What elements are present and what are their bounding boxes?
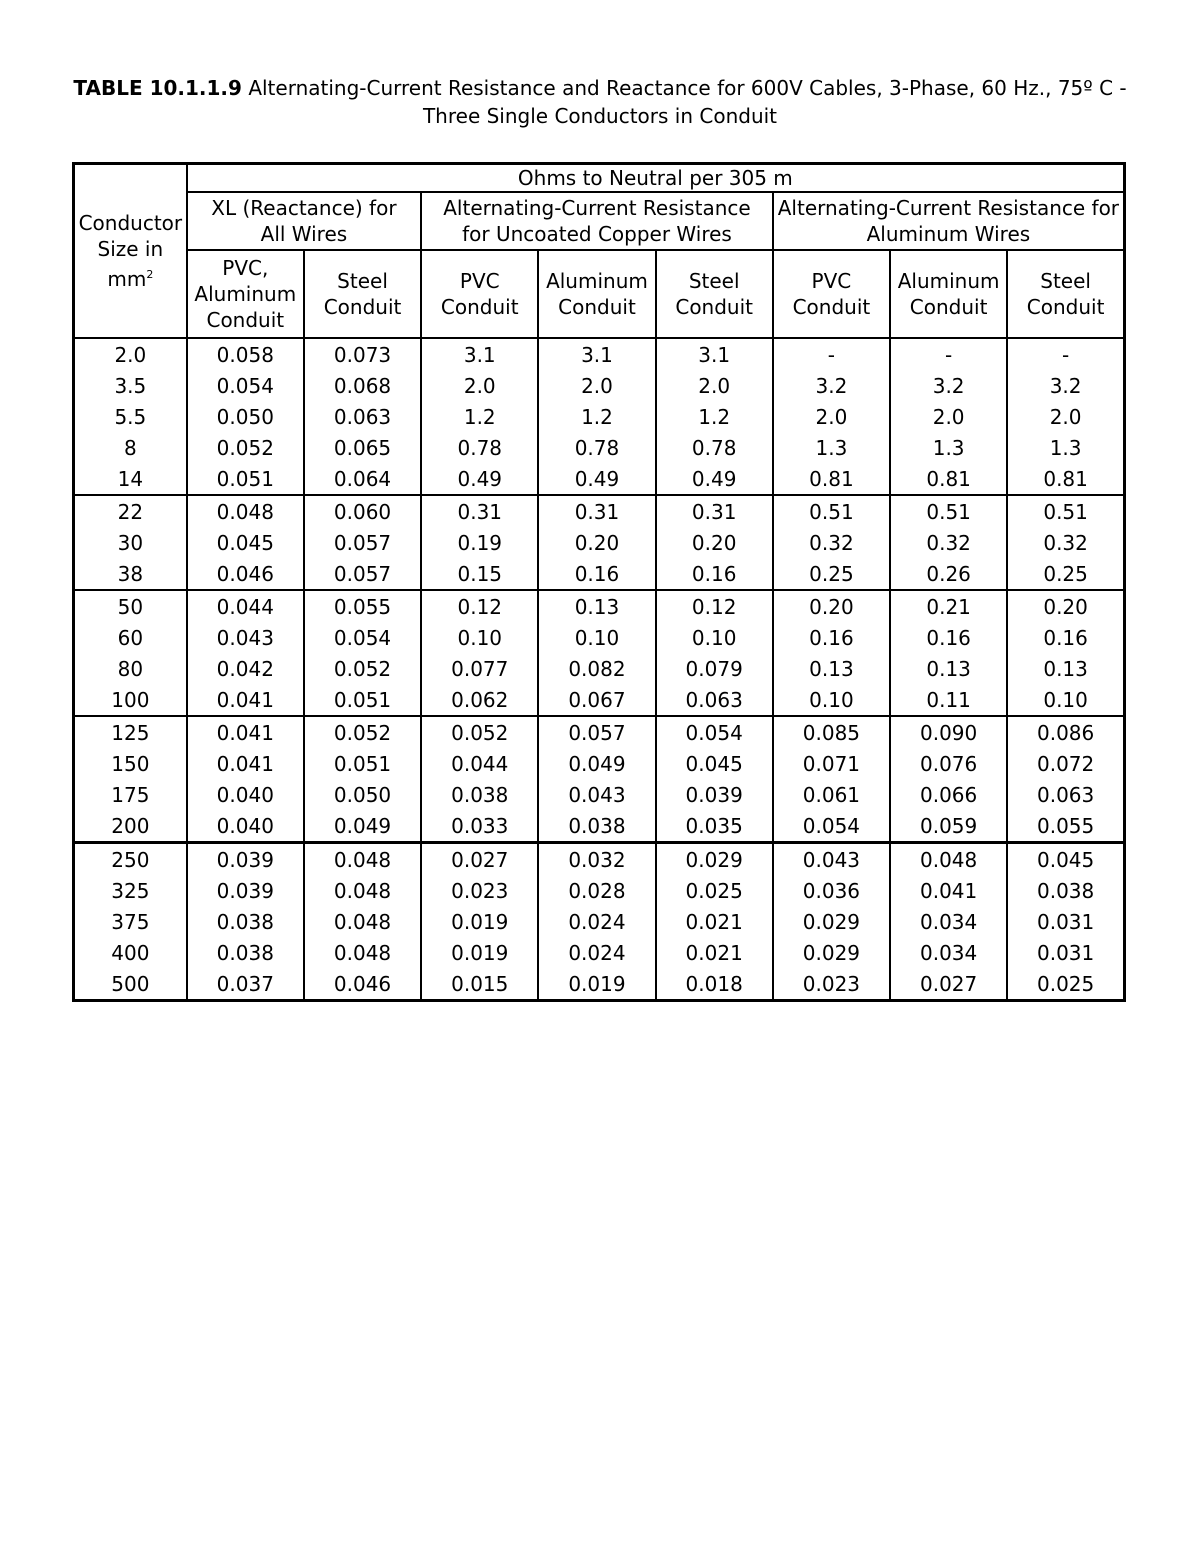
copper-resistance-header: Alternating-Current Resistance for Uncoated Copper Wires: [421, 192, 773, 250]
xl-pvc-aluminum-conduit-header: PVC, Aluminum Conduit: [187, 250, 304, 338]
conductor-size-cell: 8: [74, 432, 187, 463]
value-cell: 0.068: [304, 370, 421, 401]
value-cell: 0.071: [773, 748, 890, 779]
value-cell: 0.16: [538, 558, 655, 590]
value-cell: 0.044: [187, 590, 304, 622]
value-cell: 0.20: [773, 590, 890, 622]
value-cell: -: [773, 338, 890, 370]
value-cell: 2.0: [773, 401, 890, 432]
table-row: [74, 370, 1125, 401]
value-cell: 2.0: [1007, 401, 1124, 432]
table-row: [74, 401, 1125, 432]
table-row: [74, 558, 1125, 590]
value-cell: 2.0: [538, 370, 655, 401]
value-cell: 0.21: [890, 590, 1007, 622]
value-cell: 0.19: [421, 527, 538, 558]
conductor-size-cell: 500: [74, 968, 187, 1001]
value-cell: 0.11: [890, 684, 1007, 716]
conductor-size-cell: 250: [74, 843, 187, 876]
value-cell: 0.029: [773, 906, 890, 937]
value-cell: 0.20: [656, 527, 773, 558]
table-row: [74, 653, 1125, 684]
value-cell: 0.039: [187, 875, 304, 906]
value-cell: 1.3: [773, 432, 890, 463]
value-cell: 0.040: [187, 779, 304, 810]
value-cell: 0.10: [1007, 684, 1124, 716]
table-row: [74, 810, 1125, 843]
value-cell: 0.058: [187, 338, 304, 370]
cu-pvc-conduit-header: PVC Conduit: [421, 250, 538, 338]
conductor-size-cell: 2.0: [74, 338, 187, 370]
al-aluminum-conduit-header: Aluminum Conduit: [890, 250, 1007, 338]
al-steel-conduit-header: Steel Conduit: [1007, 250, 1124, 338]
value-cell: 3.1: [538, 338, 655, 370]
value-cell: 0.057: [304, 558, 421, 590]
xl-steel-conduit-header: Steel Conduit: [304, 250, 421, 338]
value-cell: 0.25: [1007, 558, 1124, 590]
value-cell: 0.057: [538, 716, 655, 748]
value-cell: 0.015: [421, 968, 538, 1001]
value-cell: 0.072: [1007, 748, 1124, 779]
value-cell: 0.048: [304, 906, 421, 937]
conductor-size-cell: 22: [74, 495, 187, 527]
value-cell: 0.032: [538, 843, 655, 876]
value-cell: 0.041: [187, 748, 304, 779]
value-cell: 0.052: [304, 716, 421, 748]
value-cell: 0.023: [773, 968, 890, 1001]
value-cell: 1.2: [421, 401, 538, 432]
value-cell: 0.051: [304, 684, 421, 716]
al-pvc-conduit-header: PVC Conduit: [773, 250, 890, 338]
conductor-size-cell: 80: [74, 653, 187, 684]
conductor-size-cell: 5.5: [74, 401, 187, 432]
conductor-size-cell: 375: [74, 906, 187, 937]
value-cell: 0.16: [890, 622, 1007, 653]
table-row: [74, 906, 1125, 937]
value-cell: 0.26: [890, 558, 1007, 590]
table-row: [74, 968, 1125, 1001]
value-cell: 0.055: [304, 590, 421, 622]
table-number: TABLE 10.1.1.9: [73, 76, 242, 100]
value-cell: 0.037: [187, 968, 304, 1001]
value-cell: 0.038: [421, 779, 538, 810]
value-cell: 0.051: [187, 463, 304, 495]
value-cell: 0.049: [538, 748, 655, 779]
value-cell: 0.031: [1007, 906, 1124, 937]
value-cell: 0.050: [187, 401, 304, 432]
value-cell: 0.81: [773, 463, 890, 495]
value-cell: 0.20: [1007, 590, 1124, 622]
value-cell: 0.052: [304, 653, 421, 684]
value-cell: 0.048: [304, 875, 421, 906]
value-cell: 0.13: [1007, 653, 1124, 684]
value-cell: 0.49: [656, 463, 773, 495]
value-cell: 0.49: [421, 463, 538, 495]
value-cell: 0.12: [656, 590, 773, 622]
value-cell: 0.038: [187, 906, 304, 937]
value-cell: 0.16: [773, 622, 890, 653]
table-row: [74, 937, 1125, 968]
value-cell: 3.2: [890, 370, 1007, 401]
conductor-size-cell: 175: [74, 779, 187, 810]
value-cell: 0.077: [421, 653, 538, 684]
value-cell: 0.10: [421, 622, 538, 653]
conductor-size-cell: 200: [74, 810, 187, 843]
value-cell: 0.044: [421, 748, 538, 779]
value-cell: 0.021: [656, 906, 773, 937]
value-cell: 0.082: [538, 653, 655, 684]
value-cell: 0.043: [773, 843, 890, 876]
value-cell: 0.066: [890, 779, 1007, 810]
value-cell: 0.027: [890, 968, 1007, 1001]
value-cell: 0.51: [1007, 495, 1124, 527]
value-cell: 0.064: [304, 463, 421, 495]
table-row: [74, 716, 1125, 748]
value-cell: 0.025: [656, 875, 773, 906]
table-caption: [60, 74, 1140, 130]
conductor-size-header: Conductor Size in $mm^2$: [74, 164, 187, 339]
value-cell: 0.063: [304, 401, 421, 432]
value-cell: 0.32: [773, 527, 890, 558]
value-cell: 0.039: [656, 779, 773, 810]
caption-line-2: Three Single Conductors in Conduit: [422, 104, 778, 128]
value-cell: 0.20: [538, 527, 655, 558]
value-cell: 0.065: [304, 432, 421, 463]
value-cell: 0.31: [421, 495, 538, 527]
value-cell: 0.036: [773, 875, 890, 906]
cu-steel-conduit-header: Steel Conduit: [656, 250, 773, 338]
value-cell: 0.061: [773, 779, 890, 810]
table-row: [74, 684, 1125, 716]
value-cell: 0.13: [538, 590, 655, 622]
value-cell: 3.1: [421, 338, 538, 370]
value-cell: -: [890, 338, 1007, 370]
value-cell: 0.048: [187, 495, 304, 527]
value-cell: 0.024: [538, 906, 655, 937]
value-cell: 0.046: [304, 968, 421, 1001]
conductor-size-cell: 400: [74, 937, 187, 968]
value-cell: 0.78: [656, 432, 773, 463]
ohms-header: Ohms to Neutral per 305 m: [187, 164, 1125, 193]
conductor-size-cell: 38: [74, 558, 187, 590]
value-cell: 0.78: [538, 432, 655, 463]
value-cell: 0.027: [421, 843, 538, 876]
value-cell: 0.060: [304, 495, 421, 527]
table-row: [74, 843, 1125, 876]
value-cell: 0.039: [187, 843, 304, 876]
value-cell: 0.32: [1007, 527, 1124, 558]
value-cell: 0.041: [187, 716, 304, 748]
value-cell: 0.067: [538, 684, 655, 716]
value-cell: 0.031: [1007, 937, 1124, 968]
table-row: [74, 779, 1125, 810]
value-cell: 2.0: [890, 401, 1007, 432]
value-cell: 3.2: [1007, 370, 1124, 401]
value-cell: 0.055: [1007, 810, 1124, 843]
value-cell: 0.063: [656, 684, 773, 716]
value-cell: 0.041: [890, 875, 1007, 906]
value-cell: 0.021: [656, 937, 773, 968]
value-cell: 1.2: [656, 401, 773, 432]
value-cell: 1.3: [1007, 432, 1124, 463]
value-cell: 0.052: [187, 432, 304, 463]
value-cell: 0.076: [890, 748, 1007, 779]
value-cell: 0.31: [538, 495, 655, 527]
value-cell: 0.045: [1007, 843, 1124, 876]
table-row: [74, 463, 1125, 495]
value-cell: 0.31: [656, 495, 773, 527]
value-cell: 0.10: [538, 622, 655, 653]
value-cell: 0.033: [421, 810, 538, 843]
value-cell: 0.16: [656, 558, 773, 590]
value-cell: 0.059: [890, 810, 1007, 843]
value-cell: 0.045: [656, 748, 773, 779]
value-cell: 0.043: [538, 779, 655, 810]
conductor-size-cell: 14: [74, 463, 187, 495]
value-cell: 0.029: [656, 843, 773, 876]
value-cell: 0.81: [1007, 463, 1124, 495]
value-cell: 0.035: [656, 810, 773, 843]
value-cell: 2.0: [421, 370, 538, 401]
value-cell: 0.81: [890, 463, 1007, 495]
value-cell: 0.019: [421, 937, 538, 968]
value-cell: 0.050: [304, 779, 421, 810]
table-row: [74, 622, 1125, 653]
value-cell: 0.029: [773, 937, 890, 968]
value-cell: 0.25: [773, 558, 890, 590]
value-cell: 0.073: [304, 338, 421, 370]
value-cell: 0.13: [773, 653, 890, 684]
value-cell: 0.019: [421, 906, 538, 937]
value-cell: 0.045: [187, 527, 304, 558]
value-cell: 0.054: [304, 622, 421, 653]
value-cell: 0.025: [1007, 968, 1124, 1001]
value-cell: 0.086: [1007, 716, 1124, 748]
value-cell: 0.041: [187, 684, 304, 716]
value-cell: 0.78: [421, 432, 538, 463]
table-row: [74, 748, 1125, 779]
value-cell: 0.034: [890, 906, 1007, 937]
value-cell: 0.048: [304, 937, 421, 968]
table-row: [74, 432, 1125, 463]
value-cell: 0.054: [773, 810, 890, 843]
conductor-size-cell: 150: [74, 748, 187, 779]
value-cell: 0.019: [538, 968, 655, 1001]
value-cell: -: [1007, 338, 1124, 370]
value-cell: 0.038: [538, 810, 655, 843]
value-cell: 0.051: [304, 748, 421, 779]
value-cell: 0.13: [890, 653, 1007, 684]
value-cell: 0.048: [890, 843, 1007, 876]
value-cell: 0.046: [187, 558, 304, 590]
value-cell: 0.51: [773, 495, 890, 527]
value-cell: 0.085: [773, 716, 890, 748]
value-cell: 1.3: [890, 432, 1007, 463]
value-cell: 0.018: [656, 968, 773, 1001]
table-row: [74, 338, 1125, 370]
resistance-reactance-table: [72, 162, 1126, 1002]
value-cell: 0.10: [773, 684, 890, 716]
value-cell: 0.079: [656, 653, 773, 684]
value-cell: 0.038: [187, 937, 304, 968]
table-row: [74, 875, 1125, 906]
table-row: [74, 527, 1125, 558]
value-cell: 0.042: [187, 653, 304, 684]
value-cell: 0.052: [421, 716, 538, 748]
value-cell: 0.32: [890, 527, 1007, 558]
conductor-size-cell: 30: [74, 527, 187, 558]
value-cell: 0.054: [187, 370, 304, 401]
value-cell: 0.15: [421, 558, 538, 590]
value-cell: 0.063: [1007, 779, 1124, 810]
table-body: [74, 338, 1125, 1001]
value-cell: 0.034: [890, 937, 1007, 968]
value-cell: 0.090: [890, 716, 1007, 748]
value-cell: 3.2: [773, 370, 890, 401]
conductor-size-cell: 325: [74, 875, 187, 906]
value-cell: 0.048: [304, 843, 421, 876]
value-cell: 1.2: [538, 401, 655, 432]
xl-header: XL (Reactance) for All Wires: [187, 192, 421, 250]
value-cell: 0.024: [538, 937, 655, 968]
value-cell: 0.043: [187, 622, 304, 653]
value-cell: 3.1: [656, 338, 773, 370]
value-cell: 0.12: [421, 590, 538, 622]
value-cell: 0.16: [1007, 622, 1124, 653]
value-cell: 0.040: [187, 810, 304, 843]
value-cell: 0.057: [304, 527, 421, 558]
value-cell: 0.023: [421, 875, 538, 906]
value-cell: 0.062: [421, 684, 538, 716]
value-cell: 2.0: [656, 370, 773, 401]
value-cell: 0.049: [304, 810, 421, 843]
aluminum-resistance-header: Alternating-Current Resistance for Aluminum Wires: [773, 192, 1125, 250]
conductor-size-cell: 3.5: [74, 370, 187, 401]
value-cell: 0.038: [1007, 875, 1124, 906]
table-row: [74, 495, 1125, 527]
conductor-size-cell: 60: [74, 622, 187, 653]
value-cell: 0.028: [538, 875, 655, 906]
value-cell: 0.054: [656, 716, 773, 748]
value-cell: 0.51: [890, 495, 1007, 527]
conductor-size-cell: 125: [74, 716, 187, 748]
conductor-size-cell: 50: [74, 590, 187, 622]
table-row: [74, 590, 1125, 622]
value-cell: 0.49: [538, 463, 655, 495]
conductor-size-cell: 100: [74, 684, 187, 716]
cu-aluminum-conduit-header: Aluminum Conduit: [538, 250, 655, 338]
caption-line-1: Alternating-Current Resistance and Reactance for 600V Cables, 3-Phase, 60 Hz., 75º C -: [248, 76, 1127, 100]
value-cell: 0.10: [656, 622, 773, 653]
